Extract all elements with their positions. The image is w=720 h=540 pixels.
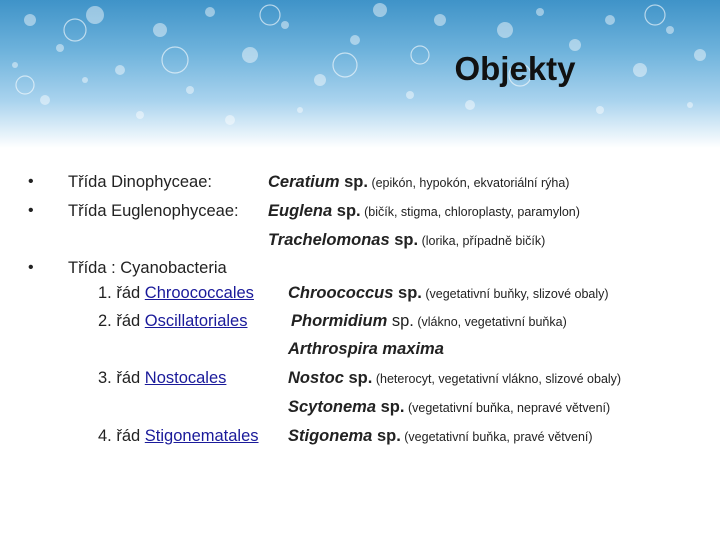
link-stigonematales[interactable]: Stigonematales [144,427,259,445]
water-bubbles-banner [0,0,720,148]
link-oscillatoriales[interactable]: Oscillatoriales [144,312,248,330]
bullet-dinophyceae: • [28,173,34,190]
order-nostocales: 3. řád Nostocales [98,369,227,387]
order-stigonematales: 4. řád Stigonematales [98,427,259,445]
bullet-euglenophyceae: • [28,202,34,219]
class-cyanobacteria-label: Třída : Cyanobacteria [68,259,227,277]
slide-title: Objekty [454,50,576,87]
species-chroococcus: Chroococcus sp. (vegetativní buňky, slizové obaly) [288,284,609,302]
species-trachelomonas: Trachelomonas sp. (lorika, případně bičík) [268,231,546,249]
bullet-cyanobacteria: • [28,259,34,276]
link-nostocales[interactable]: Nostocales [144,369,227,387]
class-euglenophyceae-label: Třída Euglenophyceae: [68,202,239,220]
species-ceratium: Ceratium sp. (epikón, hypokón, ekvatoriální rýha) [268,173,570,191]
species-arthrospira: Arthrospira maxima [288,340,444,358]
order-chroococcales: 1. řád Chroococcales [98,284,254,302]
species-nostoc: Nostoc sp. (heterocyt, vegetativní vlákno, slizové obaly) [288,369,622,387]
link-chroococcales[interactable]: Chroococcales [144,284,254,302]
species-euglena: Euglena sp. (bičík, stigma, chloroplasty, paramylon) [268,202,580,220]
bubbles-graphic [0,0,720,148]
class-dinophyceae-label: Třída Dinophyceae: [68,173,212,191]
species-phormidium: Phormidium sp. (vlákno, vegetativní buňka) [291,312,567,330]
order-oscillatoriales: 2. řád Oscillatoriales [98,312,248,330]
species-stigonema: Stigonema sp. (vegetativní buňka, pravé větvení) [288,427,593,445]
species-scytonema: Scytonema sp. (vegetativní buňka, nepravé větvení) [288,398,611,416]
